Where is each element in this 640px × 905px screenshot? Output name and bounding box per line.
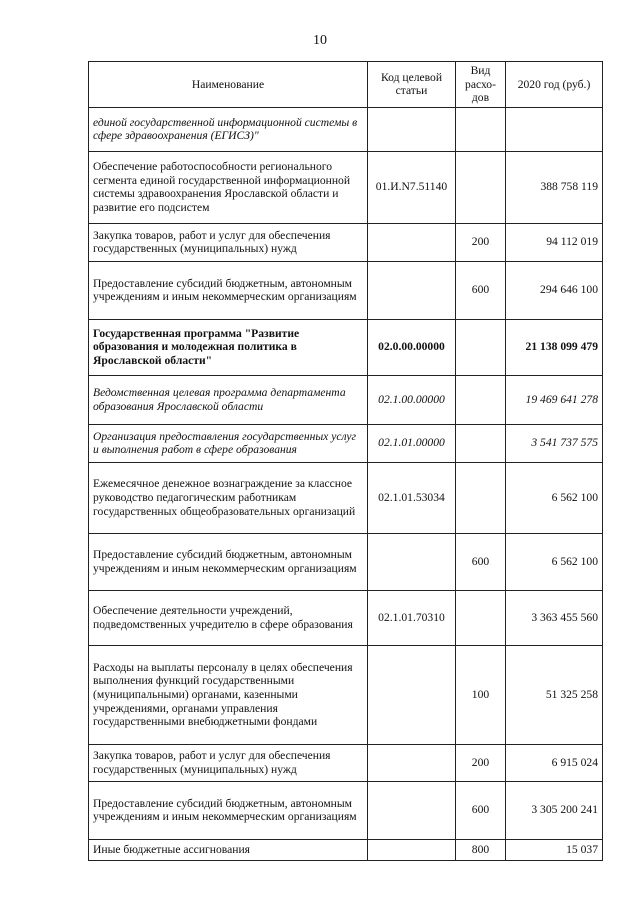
page-number: 10	[313, 33, 327, 48]
cell-sum	[506, 107, 603, 151]
table-row	[89, 375, 603, 424]
cell-name: Ежемесячное денежное вознаграждение за классное руководство педагогическим работникам государственных общеобразовательных организаций	[89, 462, 368, 533]
cell-type	[456, 424, 506, 462]
table-row	[89, 781, 603, 839]
cell-name: Ведомственная целевая программа департамента образования Ярославской области	[89, 375, 368, 424]
cell-type	[456, 462, 506, 533]
cell-name: Государственная программа "Развитие образования и молодежная политика в Ярославской области"	[89, 319, 368, 375]
cell-sum: 15 037	[506, 839, 603, 860]
cell-name: Иные бюджетные ассигнования	[89, 839, 368, 860]
cell-type: 600	[456, 261, 506, 319]
header-code: Код целевой статьи	[368, 62, 456, 108]
table-row	[89, 424, 603, 462]
cell-sum: 6 915 024	[506, 744, 603, 781]
cell-code	[368, 107, 456, 151]
cell-sum: 3 541 737 575	[506, 424, 603, 462]
table-row	[89, 319, 603, 375]
cell-code	[368, 645, 456, 744]
cell-sum: 3 305 200 241	[506, 781, 603, 839]
cell-code	[368, 223, 456, 261]
cell-type	[456, 319, 506, 375]
header-type: Вид расхо-дов	[456, 62, 506, 108]
cell-sum: 6 562 100	[506, 462, 603, 533]
table-row	[89, 590, 603, 645]
table-row	[89, 261, 603, 319]
cell-type: 200	[456, 744, 506, 781]
cell-code	[368, 261, 456, 319]
cell-name: Расходы на выплаты персоналу в целях обеспечения выполнения функций государственными (муниципальными) органами, казенными учреждениями, органами управления государственными внебюджетными фондами	[89, 645, 368, 744]
cell-type: 800	[456, 839, 506, 860]
cell-name: Обеспечение деятельности учреждений, подведомственных учредителю в сфере образования	[89, 590, 368, 645]
cell-type	[456, 590, 506, 645]
cell-code: 02.1.01.53034	[368, 462, 456, 533]
cell-name: Организация предоставления государственных услуг и выполнения работ в сфере образования	[89, 424, 368, 462]
cell-sum: 294 646 100	[506, 261, 603, 319]
header-name: Наименование	[89, 62, 368, 108]
cell-code: 01.И.N7.51140	[368, 151, 456, 223]
table-row	[89, 744, 603, 781]
cell-code	[368, 744, 456, 781]
cell-sum: 21 138 099 479	[506, 319, 603, 375]
table-header-row	[89, 62, 603, 108]
cell-name: Предоставление субсидий бюджетным, автономным учреждениям и иным некоммерческим организациям	[89, 781, 368, 839]
cell-code: 02.0.00.00000	[368, 319, 456, 375]
cell-name: Закупка товаров, работ и услуг для обеспечения государственных (муниципальных) нужд	[89, 223, 368, 261]
table-row	[89, 223, 603, 261]
cell-type	[456, 151, 506, 223]
cell-code	[368, 781, 456, 839]
cell-name: единой государственной информационной системы в сфере здравоохранения (ЕГИСЗ)"	[89, 107, 368, 151]
cell-sum: 6 562 100	[506, 533, 603, 590]
cell-sum: 388 758 119	[506, 151, 603, 223]
cell-name: Предоставление субсидий бюджетным, автономным учреждениям и иным некоммерческим организациям	[89, 533, 368, 590]
cell-sum: 19 469 641 278	[506, 375, 603, 424]
table-row	[89, 839, 603, 860]
cell-name: Предоставление субсидий бюджетным, автономным учреждениям и иным некоммерческим организациям	[89, 261, 368, 319]
cell-sum: 51 325 258	[506, 645, 603, 744]
cell-type	[456, 107, 506, 151]
table-body	[89, 107, 603, 860]
header-sum: 2020 год (руб.)	[506, 62, 603, 108]
cell-name: Обеспечение работоспособности регионального сегмента единой государственной информационной системы здравоохранения Ярославской области и развитие его подсистем	[89, 151, 368, 223]
cell-sum: 94 112 019	[506, 223, 603, 261]
cell-type: 200	[456, 223, 506, 261]
cell-code	[368, 839, 456, 860]
cell-type	[456, 375, 506, 424]
budget-table	[88, 61, 603, 861]
table-row	[89, 462, 603, 533]
cell-type: 600	[456, 533, 506, 590]
cell-code: 02.1.01.70310	[368, 590, 456, 645]
cell-code	[368, 533, 456, 590]
table-row	[89, 645, 603, 744]
table-row	[89, 151, 603, 223]
cell-type: 100	[456, 645, 506, 744]
table-row	[89, 533, 603, 590]
cell-code: 02.1.01.00000	[368, 424, 456, 462]
cell-name: Закупка товаров, работ и услуг для обеспечения государственных (муниципальных) нужд	[89, 744, 368, 781]
cell-code: 02.1.00.00000	[368, 375, 456, 424]
cell-type: 600	[456, 781, 506, 839]
cell-sum: 3 363 455 560	[506, 590, 603, 645]
table-row	[89, 107, 603, 151]
